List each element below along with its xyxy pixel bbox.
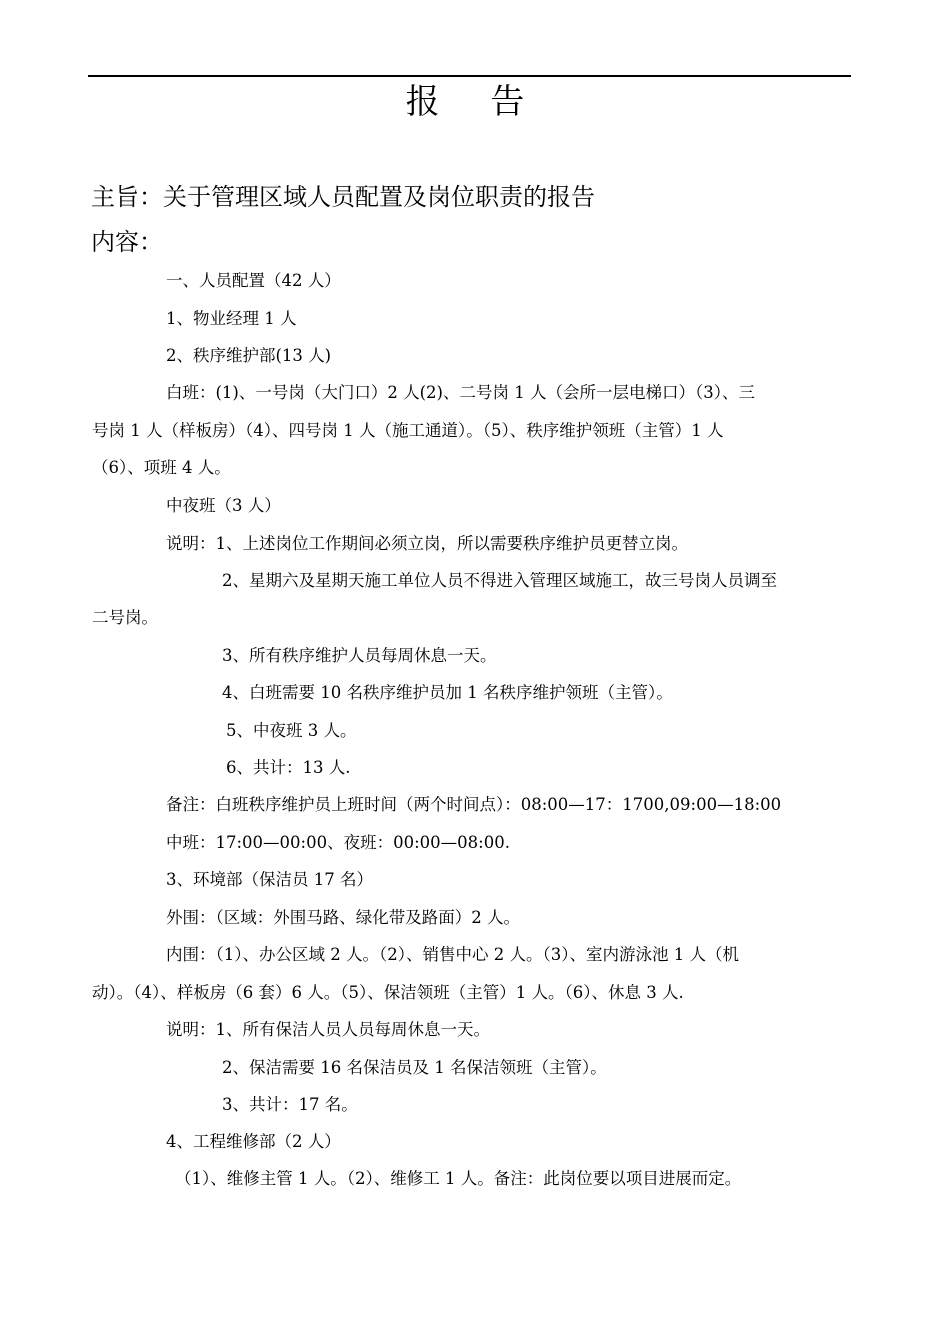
header-rule [88,75,851,77]
day-shift-line-2: 号岗 1 人（样板房）（4）、四号岗 1 人（施工通道）。（5）、秩序维护领班（主管）1 人 [92,421,724,440]
note-security-4: 4、白班需要 10 名秩序维护员加 1 名秩序维护领班（主管）。 [222,683,673,702]
note-cleaning-3: 3、共计：17 名。 [222,1095,358,1114]
note-security-2: 2、星期六及星期天施工单位人员不得进入管理区域施工，故三号岗人员调至 [222,571,777,590]
remark-shifts: 中班：17:00—00:00、夜班：00:00—08:00. [166,833,510,852]
subject-line: 主旨：关于管理区域人员配置及岗位职责的报告 [91,183,595,211]
night-shift-line: 中夜班（3 人） [166,496,281,515]
note-security-1: 说明：1、上述岗位工作期间必须立岗，所以需要秩序维护员更替立岗。 [166,534,688,553]
item-property-manager: 1、物业经理 1 人 [166,309,297,328]
note-security-6: 6、共计：13 人. [226,758,351,777]
section-staffing-heading: 一、人员配置（42 人） [166,271,341,290]
engineering-staff-line: （1）、维修主管 1 人。（2）、维修工 1 人。备注：此岗位要以项目进展而定。 [175,1169,742,1188]
item-engineering-dept: 4、工程维修部（2 人） [166,1132,341,1151]
day-shift-line-3: （6）、项班 4 人。 [92,458,231,477]
item-security-dept: 2、秩序维护部(13 人) [166,346,332,365]
inner-area-line-2: 动）。（4）、样板房（6 套）6 人。（5）、保洁领班（主管）1 人。（6）、休息 3 人. [92,983,684,1002]
note-cleaning-1: 说明：1、所有保洁人员人员每周休息一天。 [166,1020,490,1039]
remark-working-hours: 备注：白班秩序维护员上班时间（两个时间点）：08:00—17：1700,09:00—18:00 [166,795,782,814]
note-security-3: 3、所有秩序维护人员每周休息一天。 [222,646,497,665]
document-title: 报 告 [405,82,545,122]
note-security-5: 5、中夜班 3 人。 [226,721,357,740]
note-cleaning-2: 2、保洁需要 16 名保洁员及 1 名保洁领班（主管）。 [222,1058,607,1077]
day-shift-line-1: 白班：(1)、一号岗（大门口）2 人(2)、二号岗 1 人（会所一层电梯口）（3）、三 [166,383,755,402]
outer-area-line: 外围：（区域：外围马路、绿化带及路面）2 人。 [166,908,520,927]
content-label: 内容： [91,228,163,256]
note-security-2-cont: 二号岗。 [92,608,158,627]
inner-area-line-1: 内围：（1）、办公区域 2 人。（2）、销售中心 2 人。（3）、室内游泳池 1 人（机 [166,945,739,964]
item-environment-dept: 3、环境部（保洁员 17 名） [166,870,373,889]
